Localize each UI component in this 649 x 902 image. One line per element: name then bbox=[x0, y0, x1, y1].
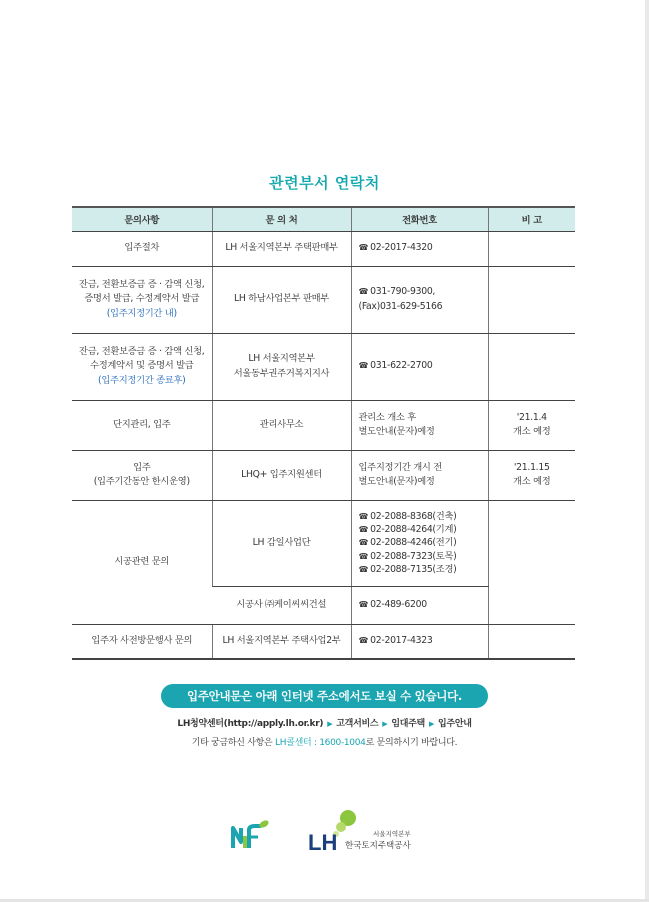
phone-number[interactable]: 02-2017-4323 bbox=[370, 635, 433, 647]
phone-icon: ☎ bbox=[358, 538, 369, 548]
phone-icon: ☎ bbox=[358, 512, 369, 522]
phone-number[interactable]: 02-2088-7323(토목) bbox=[370, 550, 457, 562]
phone-number[interactable]: 031-622-2700 bbox=[370, 360, 433, 372]
department-cell: 관리사무소 bbox=[212, 400, 351, 450]
note-cell bbox=[488, 266, 575, 333]
phone-cell bbox=[351, 586, 488, 624]
department-cell: 시공사 ㈜케이씨씨건설 bbox=[212, 586, 351, 624]
phone-number[interactable]: 02-2088-8368(건축) bbox=[370, 511, 457, 523]
lh-wordmark: LH bbox=[308, 830, 338, 853]
note-cell: '21.1.15 개소 예정 bbox=[488, 450, 575, 500]
period-note: (입주지정기간 내) bbox=[106, 307, 177, 319]
period-note: (입주지정기간 종료후) bbox=[98, 374, 186, 386]
path-step: 임대주택 bbox=[391, 719, 425, 729]
arrow-right-icon: ▶ bbox=[382, 720, 388, 728]
header-phone: 전화번호 bbox=[351, 207, 488, 231]
phone-icon: ☎ bbox=[358, 636, 369, 646]
department-cell: LH 하남사업본부 판매부 bbox=[212, 266, 351, 333]
phone-icon: ☎ bbox=[358, 551, 369, 561]
phone-icon: ☎ bbox=[358, 287, 369, 297]
table-row bbox=[72, 400, 575, 450]
table-row bbox=[72, 333, 575, 400]
phone-icon: ☎ bbox=[358, 564, 369, 574]
phone-number[interactable]: 02-489-6200 bbox=[370, 598, 427, 610]
note-cell bbox=[488, 624, 575, 659]
table-row bbox=[72, 500, 575, 586]
phone-number[interactable]: 02-2017-4320 bbox=[370, 242, 433, 254]
lh-symbol-logo bbox=[231, 818, 271, 850]
arrow-right-icon: ▶ bbox=[327, 720, 333, 728]
info-banner: 입주안내문은 아래 인터넷 주소에서도 보실 수 있습니다. bbox=[161, 684, 488, 708]
contacts-table bbox=[72, 206, 575, 660]
note-cell: '21.1.4 개소 예정 bbox=[488, 400, 575, 450]
table-row bbox=[72, 450, 575, 500]
inquiry-cell: 입주절차 bbox=[72, 231, 212, 266]
phone-icon: ☎ bbox=[358, 361, 369, 371]
phone-cell bbox=[351, 624, 488, 659]
phone-cell: 입주지정기간 개시 전 별도안내(문자)예정 bbox=[351, 450, 488, 500]
table-row bbox=[72, 624, 575, 659]
header-note: 비 고 bbox=[488, 207, 575, 231]
header-department: 문 의 처 bbox=[212, 207, 351, 231]
department-cell: LH 서울지역본부 주택사업2부 bbox=[212, 624, 351, 659]
phone-cell bbox=[351, 500, 488, 586]
phone-icon: ☎ bbox=[358, 243, 369, 253]
page-title: 관련부서 연락처 bbox=[269, 174, 380, 192]
phone-number[interactable]: 02-2088-7135(조경) bbox=[370, 563, 457, 575]
logo-caption: 서울지역본부 한국토지주택공사 bbox=[345, 830, 411, 852]
department-cell: LH 감일사업단 bbox=[212, 500, 351, 586]
inquiry-cell: 잔금, 전환보증금 증 · 감액 신청, 증명서 발급, 수정계약서 발급 (입주지정기간 내) bbox=[72, 266, 212, 333]
phone-cell: 관리소 개소 후 별도안내(문자)예정 bbox=[351, 400, 488, 450]
header-inquiry: 문의사항 bbox=[72, 207, 212, 231]
arrow-right-icon: ▶ bbox=[428, 720, 435, 728]
inquiry-cell: 입주자 사전방문행사 문의 bbox=[72, 624, 212, 659]
fax-number: (Fax)031-629-5166 bbox=[358, 300, 443, 312]
phone-cell bbox=[351, 333, 488, 400]
table-row bbox=[72, 231, 575, 266]
department-cell: LH 서울지역본부 주택판매부 bbox=[212, 231, 351, 266]
website-path bbox=[0, 716, 649, 729]
inquiry-cell: 잔금, 전환보증금 증 · 감액 신청, 수정계약서 및 증명서 발급 (입주지정기간 종료후) bbox=[72, 333, 212, 400]
phone-icon: ☎ bbox=[358, 525, 369, 535]
phone-number[interactable]: 031-790-9300, bbox=[370, 286, 436, 298]
path-step: 입주안내 bbox=[438, 719, 472, 729]
note-cell bbox=[488, 231, 575, 266]
table-row bbox=[72, 266, 575, 333]
department-cell: LH 서울지역본부 서울동부권주거복지지사 bbox=[212, 333, 351, 400]
callcenter-number[interactable]: LH콜센터 : 1600-1004 bbox=[275, 738, 366, 748]
phone-number[interactable]: 02-2088-4246(전기) bbox=[370, 537, 457, 549]
callcenter-note: 기타 궁금하신 사항은 LH콜센터 : 1600-1004로 문의하시기 바랍니다. bbox=[191, 738, 458, 748]
inquiry-cell: 단지관리, 입주 bbox=[72, 400, 212, 450]
page-edge-shadow-right bbox=[645, 0, 649, 902]
phone-cell bbox=[351, 231, 488, 266]
table-header-row bbox=[72, 207, 575, 231]
phone-number[interactable]: 02-2088-4264(기계) bbox=[370, 524, 457, 536]
path-step: 고객서비스 bbox=[336, 719, 379, 729]
inquiry-cell: 시공관련 문의 bbox=[72, 500, 212, 624]
inquiry-cell: 입주 (입주기간동안 한시운영) bbox=[72, 450, 212, 500]
note-cell bbox=[488, 333, 575, 400]
note-cell bbox=[488, 500, 575, 624]
phone-icon: ☎ bbox=[358, 599, 369, 609]
website-link[interactable]: LH청약센터(http://apply.lh.or.kr) bbox=[177, 719, 324, 729]
department-cell: LHQ+ 입주지원센터 bbox=[212, 450, 351, 500]
phone-cell bbox=[351, 266, 488, 333]
